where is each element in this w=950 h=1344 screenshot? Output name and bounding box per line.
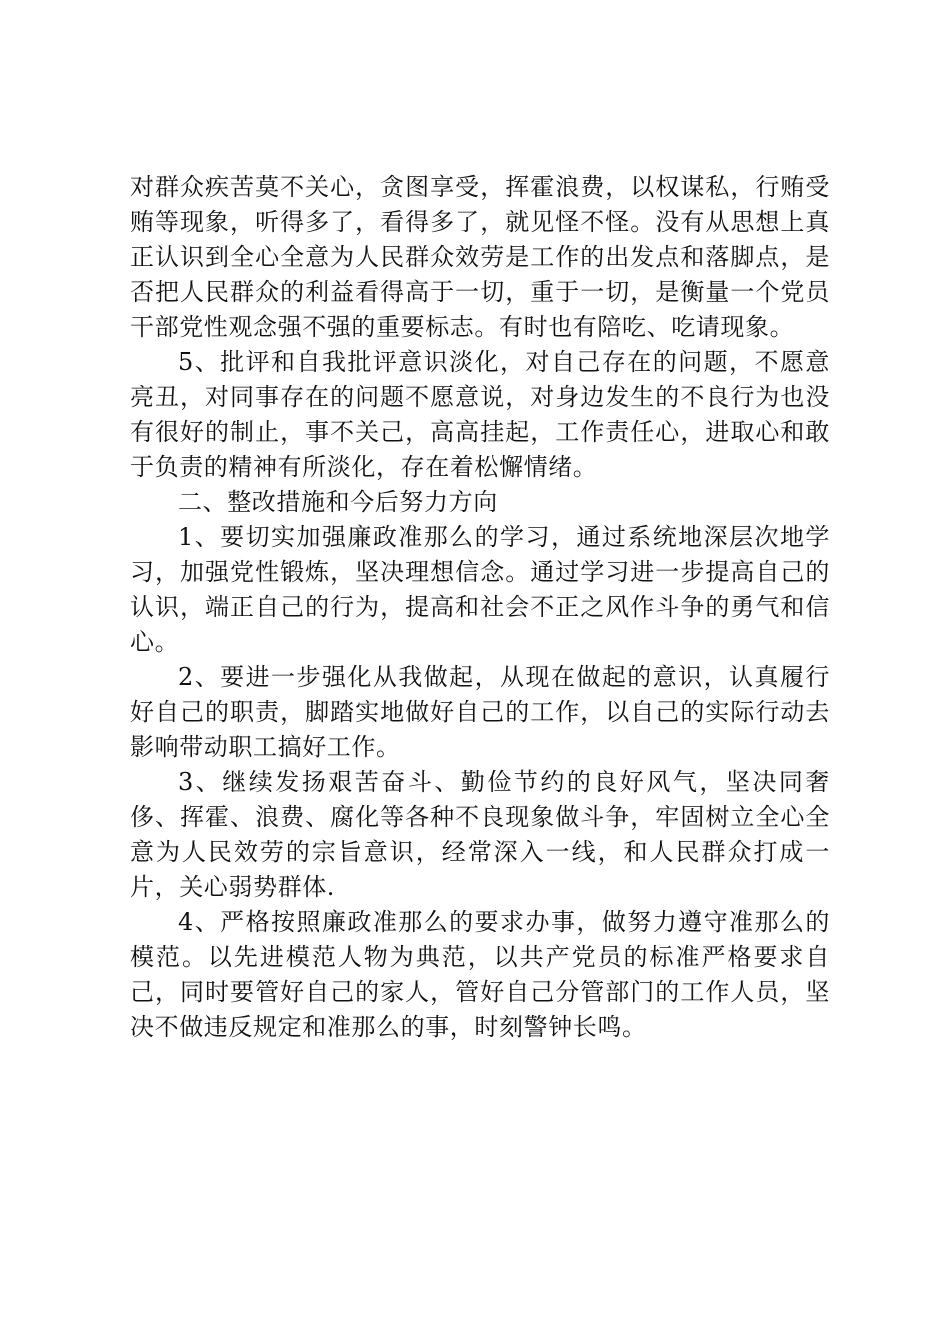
paragraph-item-5: 5、批评和自我批评意识淡化，对自己存在的问题，不愿意亮丑，对同事存在的问题不愿意说，对身边发生的不良行为也没有很好的制止，事不关己，高高挂起，工作责任心，进取心和敢于负责的精神有所淡化，存在着松懈情绪。 [130, 348, 830, 481]
paragraph-measure-3: 3、继续发扬艰苦奋斗、勤俭节约的良好风气，坚决同奢侈、挥霍、浪费、腐化等各种不良现象做斗争，牢固树立全心全意为人民效劳的宗旨意识，经常深入一线，和人民群众打成一片，关心弱势群体. [130, 768, 830, 901]
paragraph-measure-2: 2、要进一步强化从我做起，从现在做起的意识，认真履行好自己的职责，脚踏实地做好自己的工作，以自己的实际行动去影响带动职工搞好工作。 [130, 663, 830, 761]
document-body [130, 170, 830, 1045]
section-heading: 二、整改措施和今后努力方向 [178, 488, 498, 516]
paragraph-continuation: 对群众疾苦莫不关心，贪图享受，挥霍浪费，以权谋私，行贿受贿等现象，听得多了，看得多了，就见怪不怪。没有从思想上真正认识到全心全意为人民群众效劳是工作的出发点和落脚点，是否把人民群众的利益看得高于一切，重于一切，是衡量一个党员干部党性观念强不强的重要标志。有时也有陪吃、吃请现象。 [130, 173, 830, 341]
paragraph-measure-1: 1、要切实加强廉政准那么的学习，通过系统地深层次地学习，加强党性锻炼，坚决理想信念。通过学习进一步提高自己的认识，端正自己的行为，提高和社会不正之风作斗争的勇气和信心。 [130, 523, 830, 656]
paragraph-measure-4: 4、严格按照廉政准那么的要求办事，做努力遵守准那么的模范。以先进模范人物为典范，以共产党员的标准严格要求自己，同时要管好自己的家人，管好自己分管部门的工作人员，坚决不做违反规定和准那么的事，时刻警钟长鸣。 [130, 908, 830, 1041]
